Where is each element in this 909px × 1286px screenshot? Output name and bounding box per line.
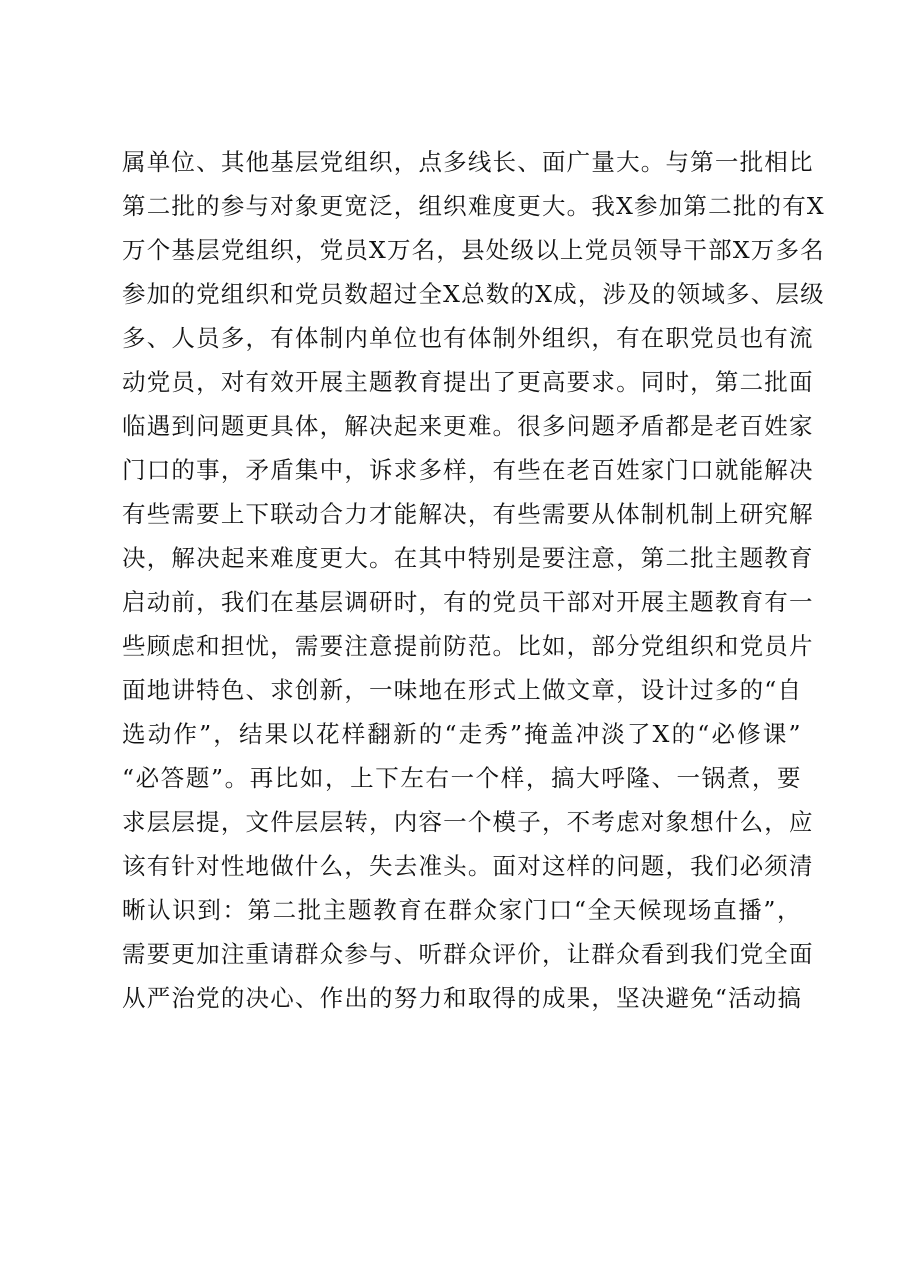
- text-line-18: 晰 认 识 到 ： 第 二 批 主 题 教 育 在 群 众 家 门 口 “ 全 天 候 现 场 直 播 ” ，: [122, 896, 802, 924]
- text-line-12: 些 顾 虑 和 担 忧 ， 需 要 注 意 提 前 防 范 。 比 如 ， 部 分 党 组 织 和 党 员 片: [122, 632, 814, 660]
- text-line-13: 面 地 讲 特 色 、 求 创 新 ， 一 味 地 在 形 式 上 做 文 章 ， 设 计 过 多 的 “ 自: [122, 676, 803, 704]
- text-line-15: “ 必 答 题 ” 。 再 比 如 ， 上 下 左 右 一 个 样 ， 搞 大 呼 隆 、 一 锅 煮 ， 要: [122, 764, 802, 792]
- text-line-19: 需 要 更 加 注 重 请 群 众 参 与 、 听 群 众 评 价 ， 让 群 众 看 到 我 们 党 全 面: [122, 940, 814, 968]
- text-line-2: 第 二 批 的 参 与 对 象 更 宽 泛 ， 组 织 难 度 更 大 。 我 X 参 加 第 二 批 的 有 X: [122, 192, 825, 220]
- text-line-7: 临 遇 到 问 题 更 具 体 ， 解 决 起 来 更 难 。 很 多 问 题 矛 盾 都 是 老 百 姓 家: [122, 412, 814, 440]
- text-line-20: 从 严 治 党 的 决 心 、 作 出 的 努 力 和 取 得 的 成 果 ， 坚 决 避 免 “ 活 动 搞: [122, 984, 803, 1012]
- text-line-14: 选 动 作 ” ， 结 果 以 花 样 翻 新 的 “ 走 秀 ” 掩 盖 冲 淡 了 X 的 “ 必 修 课 ”: [122, 720, 802, 748]
- text-line-4: 参 加 的 党 组 织 和 党 员 数 超 过 全 X 总 数 的 X 成 ， 涉 及 的 领 域 多 、 层 级: [122, 280, 825, 308]
- text-line-10: 决 ， 解 决 起 来 难 度 更 大 。 在 其 中 特 别 是 要 注 意 ， 第 二 批 主 题 教 育: [122, 544, 814, 572]
- text-line-5: 多 、 人 员 多 ， 有 体 制 内 单 位 也 有 体 制 外 组 织 ， 有 在 职 党 员 也 有 流: [122, 324, 814, 352]
- text-line-8: 门 口 的 事 ， 矛 盾 集 中 ， 诉 求 多 样 ， 有 些 在 老 百 姓 家 门 口 就 能 解 决: [122, 456, 814, 484]
- text-line-11: 启 动 前 ， 我 们 在 基 层 调 研 时 ， 有 的 党 员 干 部 对 开 展 主 题 教 育 有 一: [122, 588, 814, 616]
- text-line-17: 该 有 针 对 性 地 做 什 么 ， 失 去 准 头 。 面 对 这 样 的 问 题 ， 我 们 必 须 清: [122, 852, 814, 880]
- text-line-3: 万 个 基 层 党 组 织 ， 党 员 X 万 名 ， 县 处 级 以 上 党 员 领 导 干 部 X 万 多 名: [122, 236, 825, 264]
- text-line-1: 属 单 位 、 其 他 基 层 党 组 织 ， 点 多 线 长 、 面 广 量 大 。 与 第 一 批 相 比: [122, 148, 814, 176]
- body-paragraph: [122, 140, 825, 1020]
- text-line-6: 动 党 员 ， 对 有 效 开 展 主 题 教 育 提 出 了 更 高 要 求 。 同 时 ， 第 二 批 面: [122, 368, 814, 396]
- text-line-16: 求 层 层 提 ， 文 件 层 层 转 ， 内 容 一 个 模 子 ， 不 考 虑 对 象 想 什 么 ， 应: [122, 808, 814, 836]
- text-line-9: 有 些 需 要 上 下 联 动 合 力 才 能 解 决 ， 有 些 需 要 从 体 制 机 制 上 研 究 解: [122, 500, 814, 528]
